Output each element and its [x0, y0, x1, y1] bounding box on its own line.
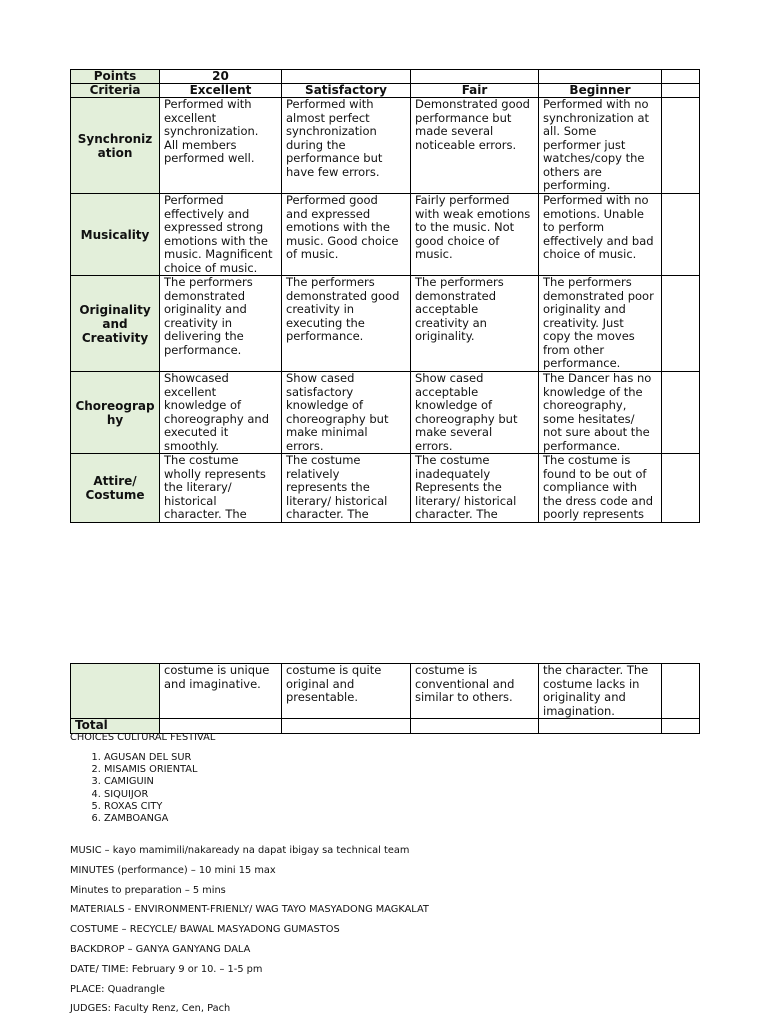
judges-note: JUDGES: Faculty Renz, Cen, Pach	[70, 1003, 231, 1015]
total-cell	[662, 719, 700, 734]
satisfactory-cell: The costume relatively represents the literary/ historical character. The	[282, 454, 411, 523]
table-row	[71, 372, 700, 454]
criteria-synchronization: Synchroniz ation	[71, 98, 160, 194]
total-cell	[539, 719, 662, 734]
table-row	[71, 454, 700, 523]
criteria-header-row	[71, 84, 700, 98]
music-note: MUSIC – kayo mamimili/nakaready na dapat ibigay sa technical team	[70, 845, 410, 856]
beginner-cell: The performers demonstrated poor originality and creativity. Just copy the moves from other performance.	[539, 276, 662, 372]
criteria-header: Criteria	[71, 84, 160, 98]
excellent-cell: The costume wholly represents the literary/ historical character. The	[160, 454, 282, 523]
excellent-cell: Performed with excellent synchronization. All members performed well.	[160, 98, 282, 194]
score-cell	[662, 454, 700, 523]
province-list	[70, 752, 710, 825]
score-cell	[662, 98, 700, 194]
table-row	[71, 276, 700, 372]
points-cell-5	[539, 70, 662, 84]
satisfactory-header: Satisfactory	[282, 84, 411, 98]
points-label: Points	[71, 70, 160, 84]
beginner-cell: The costume is found to be out of compliance with the dress code and poorly represents	[539, 454, 662, 523]
festival-heading: CHOICES CULTURAL FESTIVAL	[70, 732, 216, 743]
satisfactory-cell: Performed good and expressed emotions with the music. Good choice of music.	[282, 194, 411, 276]
list-item: 5. ROXAS CITY	[104, 801, 710, 813]
fair-cell: Fairly performed with weak emotions to the music. Not good choice of music.	[411, 194, 539, 276]
total-cell	[160, 719, 282, 734]
list-item: 2. MISAMIS ORIENTAL	[104, 764, 710, 776]
fair-cell: costume is conventional and similar to others.	[411, 664, 539, 719]
beginner-cell: the character. The costume lacks in originality and imagination.	[539, 664, 662, 719]
total-label: Total	[71, 719, 160, 734]
festival-section	[70, 732, 710, 825]
total-cell	[282, 719, 411, 734]
minutes-performance-note: MINUTES (performance) – 10 mini 15 max	[70, 864, 276, 876]
points-cell-4	[411, 70, 539, 84]
table-row	[71, 194, 700, 276]
fair-cell: Demonstrated good performance but made several noticeable errors.	[411, 98, 539, 194]
points-cell-3	[282, 70, 411, 84]
beginner-header: Beginner	[539, 84, 662, 98]
satisfactory-cell: The performers demonstrated good creativity in executing the performance.	[282, 276, 411, 372]
rubric-table	[70, 69, 700, 523]
list-item: 4. SIQUIJOR	[104, 789, 710, 801]
satisfactory-cell: costume is quite original and presentable.	[282, 664, 411, 719]
header-cell-6	[662, 84, 700, 98]
score-cell	[662, 276, 700, 372]
satisfactory-cell: Show cased satisfactory knowledge of choreography but make minimal errors.	[282, 372, 411, 454]
beginner-cell: The Dancer has no knowledge of the choreography, some hesitates/ not sure about the performance.	[539, 372, 662, 454]
beginner-cell: Performed with no emotions. Unable to perform effectively and bad choice of music.	[539, 194, 662, 276]
score-cell	[662, 664, 700, 719]
criteria-musicality: Musicality	[71, 194, 160, 276]
fair-cell: The costume inadequately Represents the literary/ historical character. The	[411, 454, 539, 523]
satisfactory-cell: Performed with almost perfect synchronization during the performance but have few errors.	[282, 98, 411, 194]
criteria-attire-continued	[71, 664, 160, 719]
points-row	[71, 70, 700, 84]
excellent-cell: costume is unique and imaginative.	[160, 664, 282, 719]
total-cell	[411, 719, 539, 734]
excellent-cell: Showcased excellent knowledge of choreography and executed it smoothly.	[160, 372, 282, 454]
rubric-table-continued	[70, 663, 700, 734]
excellent-header: Excellent	[160, 84, 282, 98]
fair-cell: The performers demonstrated acceptable creativity an originality.	[411, 276, 539, 372]
excellent-cell: Performed effectively and expressed strong emotions with the music. Magnificent choice of music.	[160, 194, 282, 276]
points-cell-6	[662, 70, 700, 84]
criteria-choreography: Choreograp hy	[71, 372, 160, 454]
fair-header: Fair	[411, 84, 539, 98]
beginner-cell: Performed with no synchronization at all. Some performer just watches/copy the others are performing.	[539, 98, 662, 194]
event-details	[70, 845, 710, 1023]
place-note: PLACE: Quadrangle	[70, 983, 165, 995]
list-item: 1. AGUSAN DEL SUR	[104, 752, 710, 764]
score-cell	[662, 372, 700, 454]
table-row	[71, 664, 700, 719]
score-cell	[662, 194, 700, 276]
table-row	[71, 98, 700, 194]
backdrop-note: BACKDROP – GANYA GANYANG DALA	[70, 943, 251, 955]
materials-note: MATERIALS - ENVIRONMENT-FRIENLY/ WAG TAYO MASYADONG MAGKALAT	[70, 904, 429, 916]
list-item: 6. ZAMBOANGA	[104, 813, 710, 825]
criteria-attire: Attire/ Costume	[71, 454, 160, 523]
minutes-preparation-note: Minutes to preparation – 5 mins	[70, 884, 226, 896]
list-item: 3. CAMIGUIN	[104, 776, 710, 788]
criteria-originality: Originality and Creativity	[71, 276, 160, 372]
points-value: 20	[160, 70, 282, 84]
excellent-cell: The performers demonstrated originality and creativity in delivering the performance.	[160, 276, 282, 372]
costume-note: COSTUME – RECYCLE/ BAWAL MASYADONG GUMASTOS	[70, 924, 340, 936]
total-row	[71, 719, 700, 734]
fair-cell: Show cased acceptable knowledge of choreography but make several errors.	[411, 372, 539, 454]
date-time-note: DATE/ TIME: February 9 or 10. – 1-5 pm	[70, 963, 263, 975]
